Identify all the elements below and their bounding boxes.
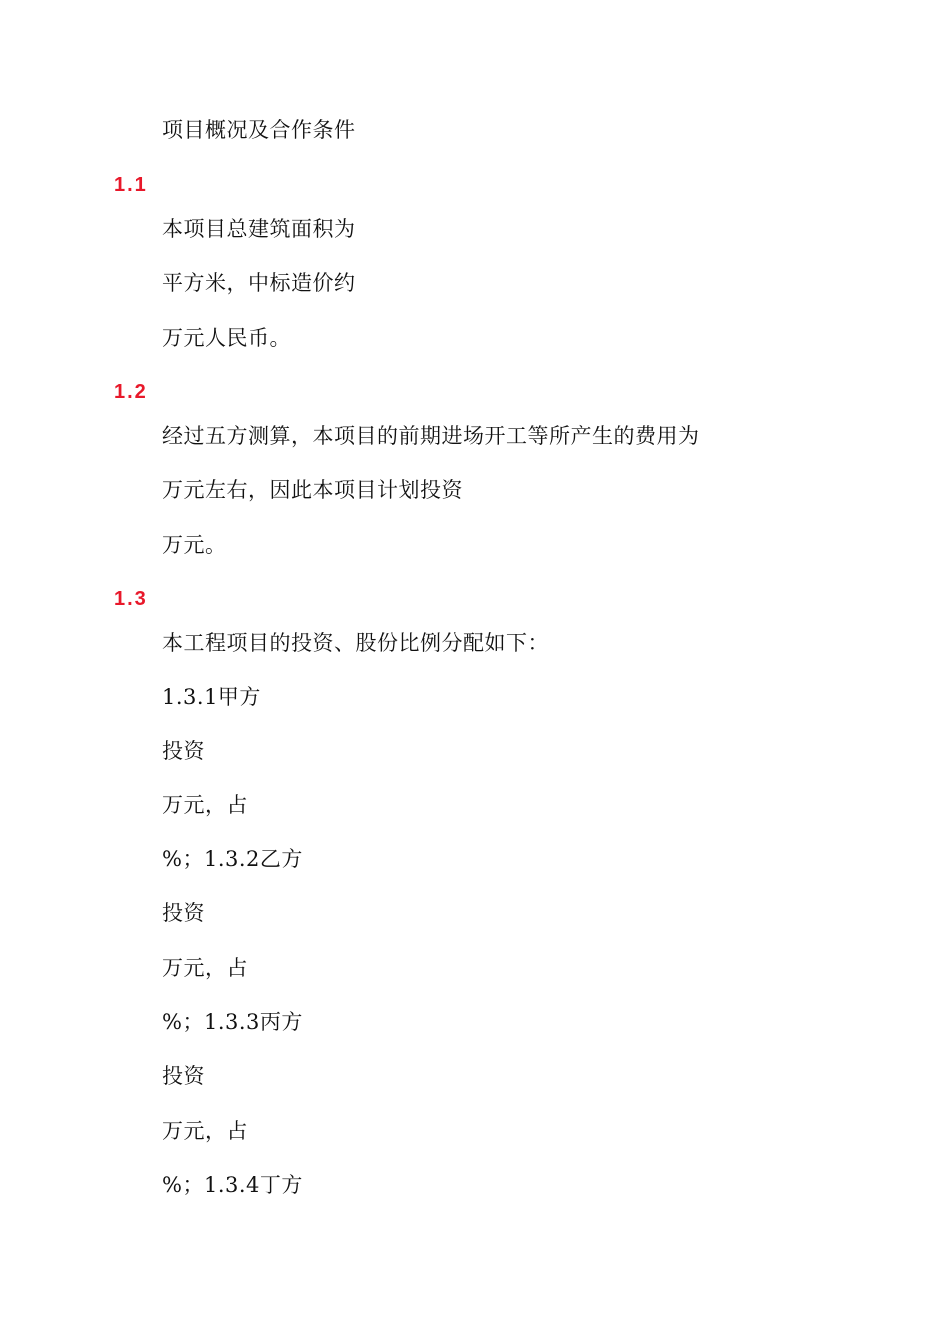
paragraph-line: %；1.3.2乙方 bbox=[162, 847, 303, 871]
section-heading-1-1: 1.1 bbox=[114, 174, 148, 196]
paragraph-line: 万元，占 bbox=[162, 956, 248, 980]
paragraph-line: 万元左右，因此本项目计划投资 bbox=[162, 478, 463, 502]
paragraph-line: 万元，占 bbox=[162, 793, 248, 817]
paragraph-line: 平方米，中标造价约 bbox=[162, 271, 356, 295]
paragraph-line: %；1.3.3丙方 bbox=[162, 1010, 303, 1034]
paragraph-line: 投资 bbox=[162, 739, 205, 763]
paragraph-line: 1.3.1甲方 bbox=[162, 685, 261, 709]
paragraph-line: 本工程项目的投资、股份比例分配如下： bbox=[162, 631, 549, 655]
paragraph-line: 万元，占 bbox=[162, 1119, 248, 1143]
section-heading-1-3: 1.3 bbox=[114, 588, 148, 610]
paragraph-line: 投资 bbox=[162, 1064, 205, 1088]
paragraph-line: 万元人民币。 bbox=[162, 326, 291, 350]
document-title: 项目概况及合作条件 bbox=[162, 118, 356, 142]
paragraph-line: 经过五方测算，本项目的前期进场开工等所产生的费用为 bbox=[162, 424, 700, 448]
section-heading-1-2: 1.2 bbox=[114, 381, 148, 403]
paragraph-line: 万元。 bbox=[162, 533, 227, 557]
paragraph-line: %；1.3.4丁方 bbox=[162, 1173, 303, 1197]
paragraph-line: 本项目总建筑面积为 bbox=[162, 217, 356, 241]
paragraph-line: 投资 bbox=[162, 901, 205, 925]
